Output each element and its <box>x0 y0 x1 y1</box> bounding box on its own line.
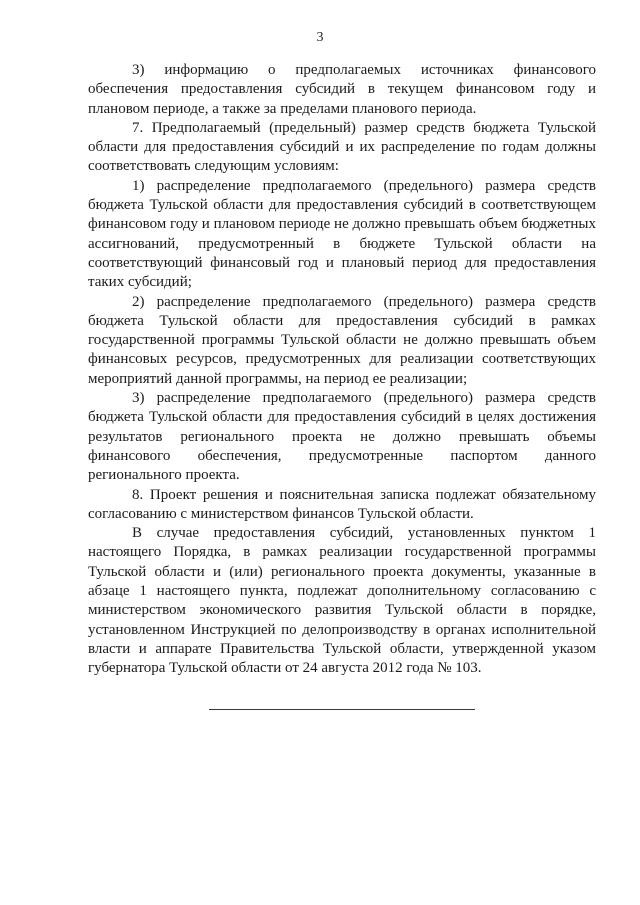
paragraph-condition-2: 2) распределение предполагаемого (предельного) размера средств бюджета Тульской области для предоставления субсидий в рамках государственной программы Тульской области не должно превышать объем финансовых ресурсов, предусмотренных для реализации соответствующих мероприятий данной программы, на период ее реализации; <box>88 293 596 387</box>
closing-divider-line <box>209 709 475 710</box>
paragraph-additional-approval: В случае предоставления субсидий, установленных пунктом 1 настоящего Порядка, в рамках реализации государственной программы Тульской области и (или) регионального проекта документы, указанные в абзаце 1 настоящего пункта, подлежат дополнительному согласованию с министерством экономического развития Тульской области в порядке, установленном Инструкцией по делопроизводству в органах исполнительной власти и аппарате Правительства Тульской области, утвержденной указом губернатора Тульской области от 24 августа 2012 года № 103. <box>88 525 596 677</box>
paragraph-condition-3: 3) распределение предполагаемого (предельного) размера средств бюджета Тульской области для предоставления субсидий в целях достижения результатов регионального проекта не должно превышать объемы финансового обеспечения, предусмотренные паспортом данного регионального проекта. <box>88 390 596 484</box>
paragraph-clause-7: 7. Предполагаемый (предельный) размер средств бюджета Тульской области для предоставления субсидий и их распределение по годам должны соответствовать следующим условиям: <box>88 119 596 175</box>
paragraph-clause-8: 8. Проект решения и пояснительная записка подлежат обязательному согласованию с министерством финансов Тульской области. <box>88 486 596 522</box>
page-number: 3 <box>316 30 324 45</box>
paragraph-condition-1: 1) распределение предполагаемого (предельного) размера средств бюджета Тульской области для предоставления субсидий в соответствующем финансовом году и плановом периоде не должно превышать объем бюджетных ассигнований, предусмотренный в бюджете Тульской области на соответствующий финансовый год и плановый период для предоставления таких субсидий; <box>88 177 596 291</box>
document-body <box>88 61 596 679</box>
paragraph-item-3-sources: 3) информацию о предполагаемых источниках финансового обеспечения предоставления субсидий в текущем финансовом году и плановом периоде, а также за пределами планового периода. <box>88 62 596 117</box>
